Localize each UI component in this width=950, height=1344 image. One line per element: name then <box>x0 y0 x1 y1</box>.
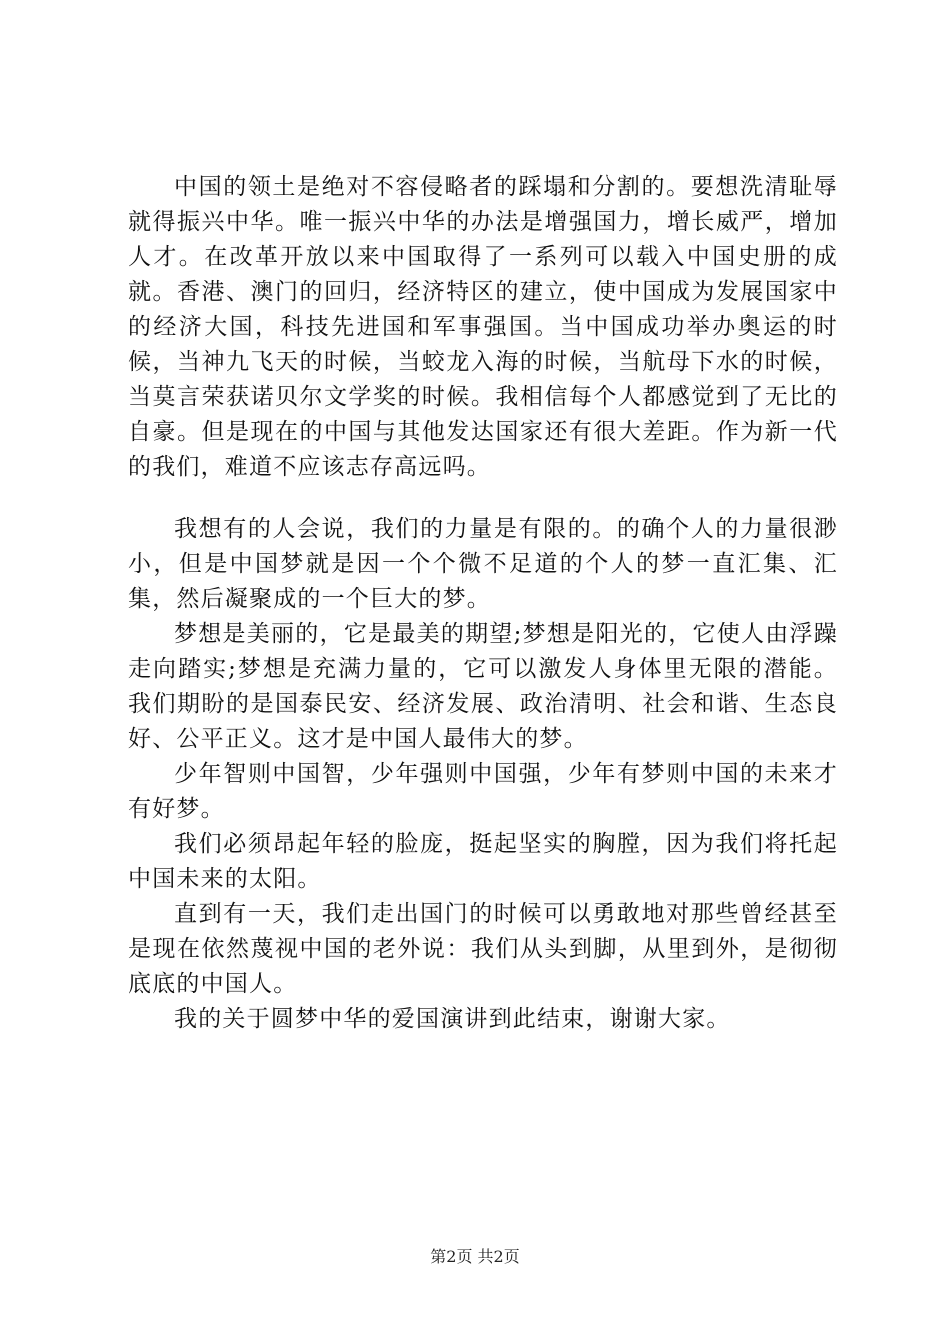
paragraph-7: 我的关于圆梦中华的爱国演讲到此结束，谢谢大家。 <box>174 1006 731 1032</box>
document-body <box>128 170 838 1037</box>
paragraph-3: 梦想是美丽的，它是最美的期望;梦想是阳光的，它使人由浮躁走向踏实;梦想是充满力量的，它可以激发人身体里无限的潜能。我们期盼的是国泰民安、经济发展、政治清明、社会和谐、生态良好、公平正义。这才是中国人最伟大的梦。 <box>128 621 838 752</box>
page-number-footer: 第2页 共2页 <box>430 1247 520 1266</box>
paragraph-2: 我想有的人会说，我们的力量是有限的。的确个人的力量很渺小，但是中国梦就是因一个个微不足道的个人的梦一直汇集、汇集，然后凝聚成的一个巨大的梦。 <box>128 516 838 612</box>
paragraph-5: 我们必须昂起年轻的脸庞，挺起坚实的胸膛，因为我们将托起中国未来的太阳。 <box>128 831 838 892</box>
paragraph-6: 直到有一天，我们走出国门的时候可以勇敢地对那些曾经甚至是现在依然蔑视中国的老外说：我们从头到脚，从里到外，是彻彻底底的中国人。 <box>128 901 838 997</box>
paragraph-4: 少年智则中国智，少年强则中国强，少年有梦则中国的未来才有好梦。 <box>128 761 838 822</box>
paragraph-spacer <box>128 485 838 512</box>
paragraph-1: 中国的领土是绝对不容侵略者的踩塌和分割的。要想洗清耻辱就得振兴中华。唯一振兴中华的办法是增强国力，增长威严，增加人才。在改革开放以来中国取得了一系列可以载入中国史册的成就。香港、澳门的回归，经济特区的建立，使中国成为发展国家中的经济大国，科技先进国和军事强国。当中国成功举办奥运的时候，当神九飞天的时候，当蛟龙入海的时候，当航母下水的时候，当莫言荣获诺贝尔文学奖的时候。我相信每个人都感觉到了无比的自豪。但是现在的中国与其他发达国家还有很大差距。作为新一代的我们，难道不应该志存高远吗。 <box>128 174 838 480</box>
